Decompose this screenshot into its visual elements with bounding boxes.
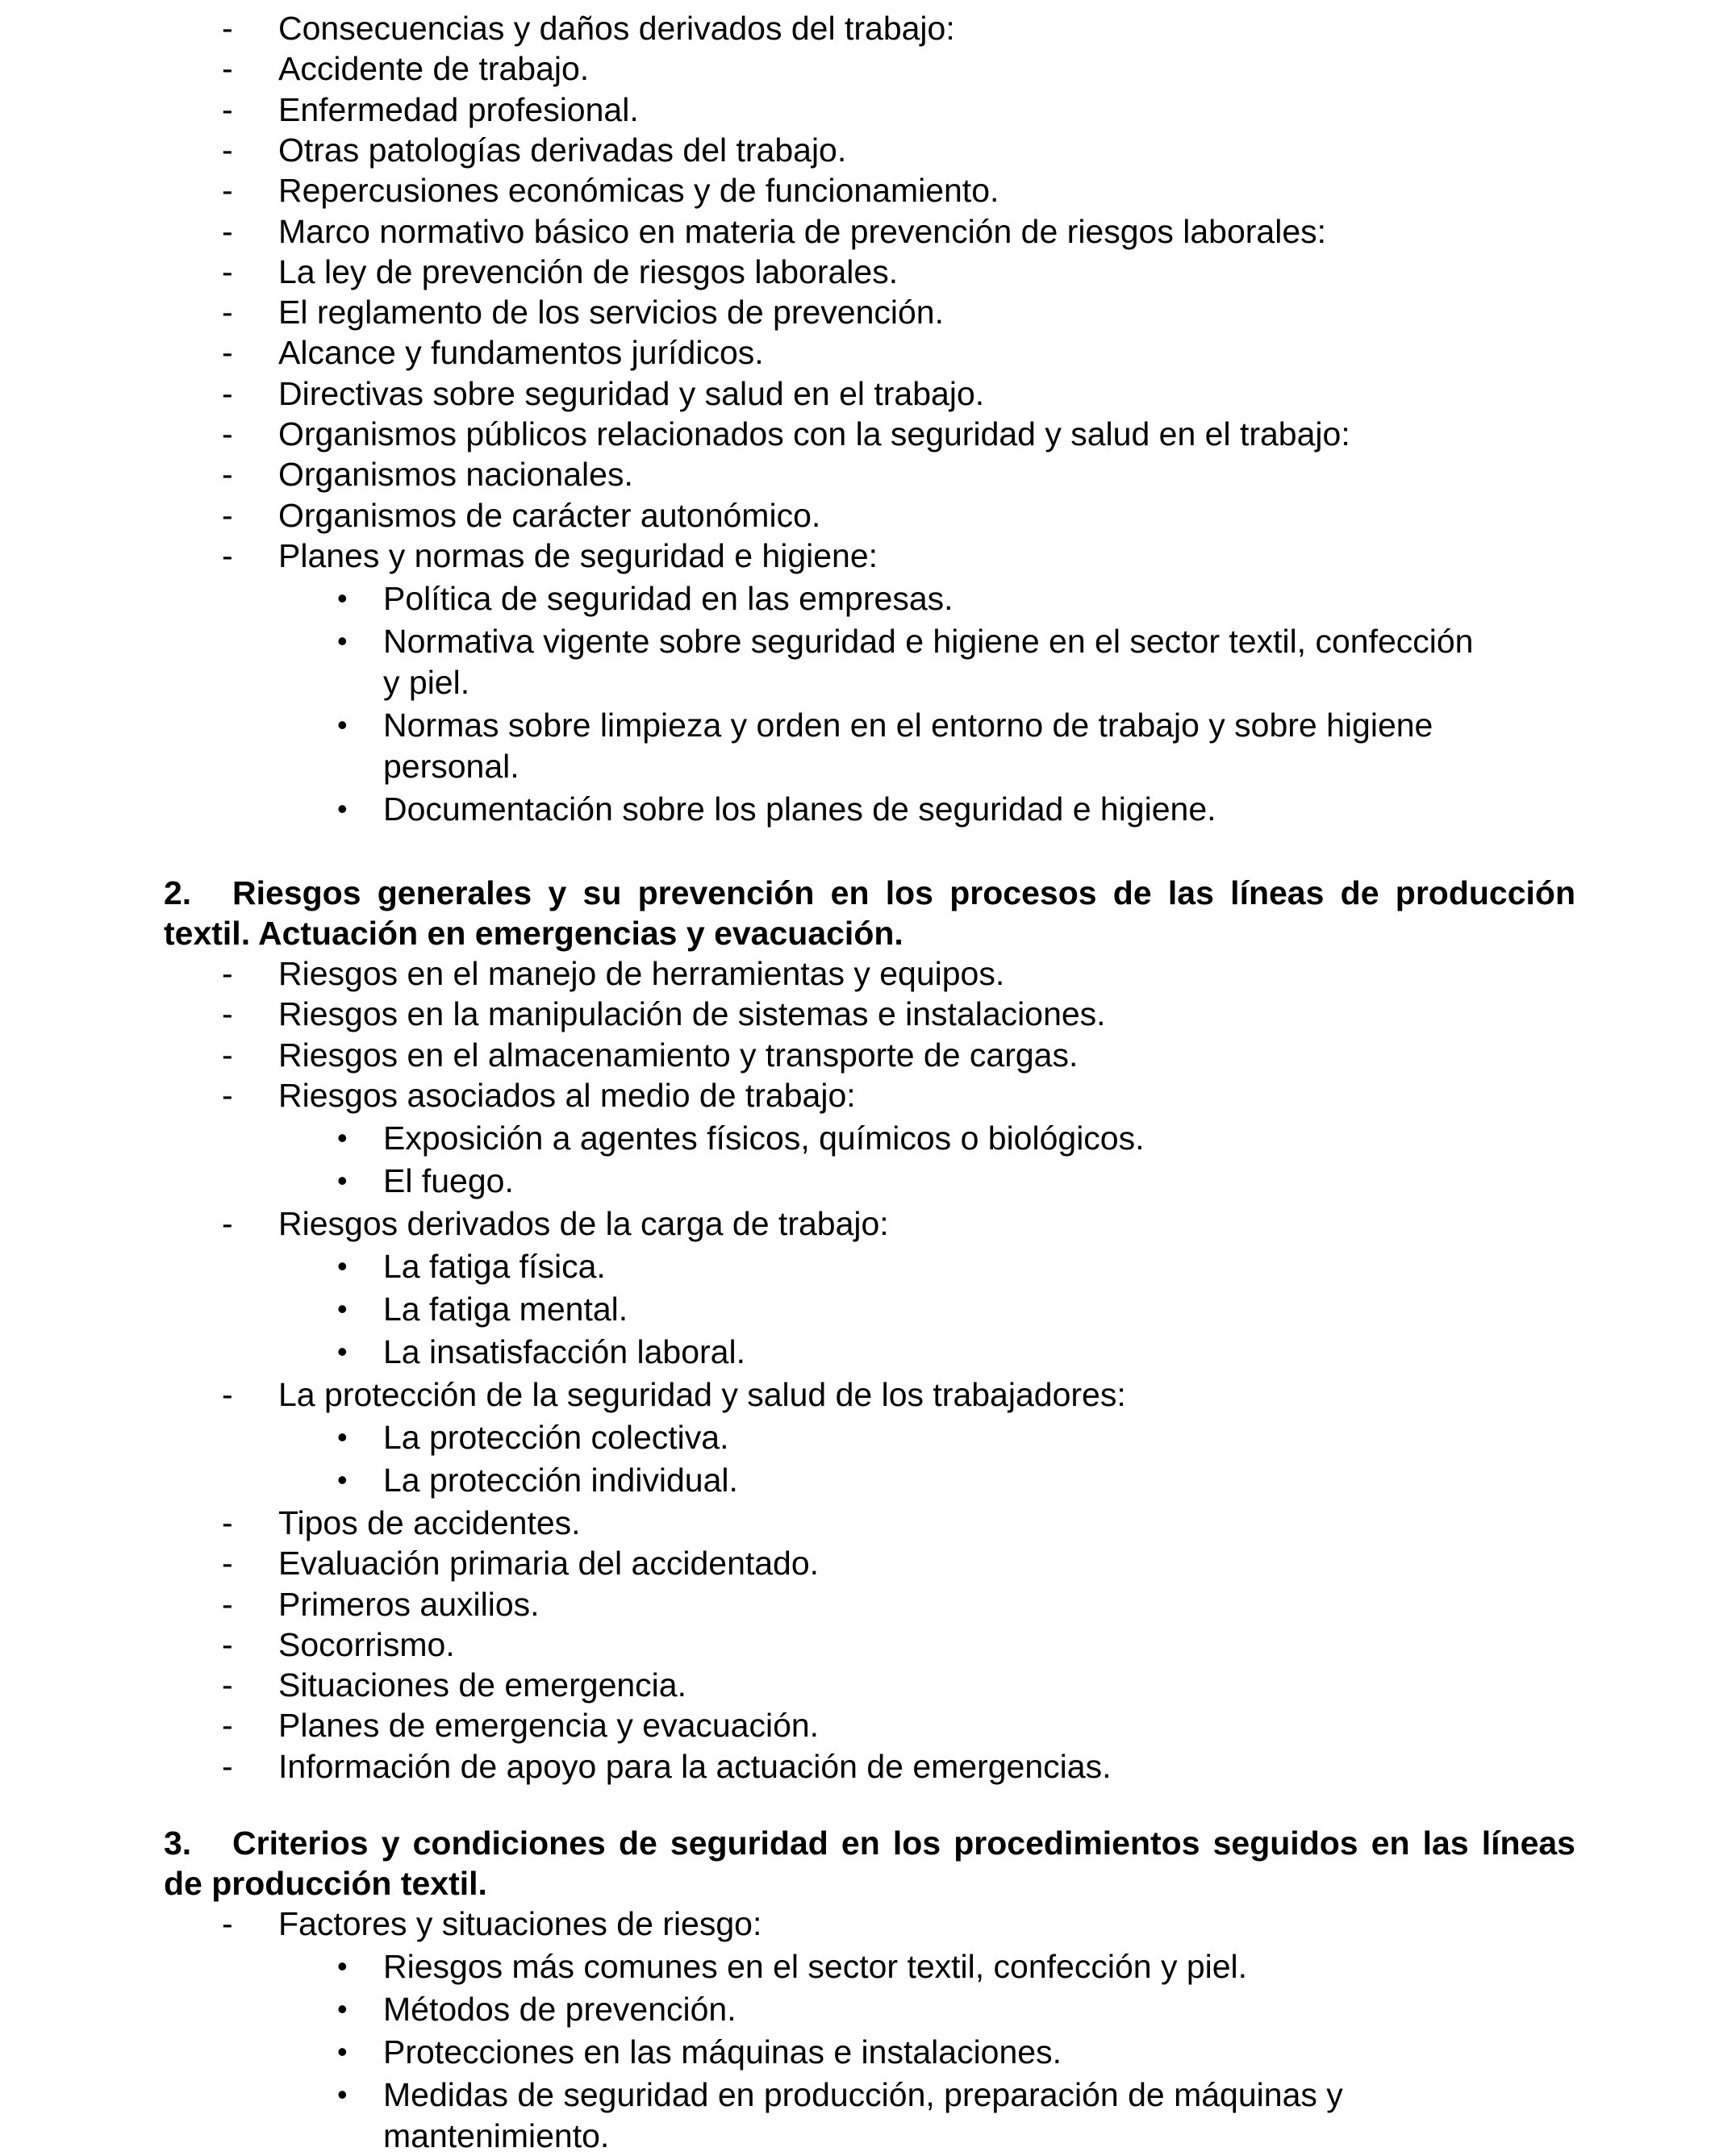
dash-marker: - <box>222 10 233 47</box>
list-item-text: Socorrismo. <box>278 1625 455 1663</box>
dash-marker: - <box>222 374 233 412</box>
list-item-text: Enfermedad profesional. <box>278 90 639 128</box>
list-item-text: Consecuencias y daños derivados del trabajo: <box>278 10 955 47</box>
dash-marker: - <box>222 1707 233 1745</box>
list-item-text: Organismos públicos relacionados con la seguridad y salud en el trabajo: <box>278 415 1350 452</box>
list-item-text: mantenimiento. <box>383 2117 610 2154</box>
dash-marker: - <box>222 1503 233 1541</box>
dash-marker: - <box>222 1076 233 1114</box>
list-item-text: Organismos de carácter autonómico. <box>278 496 821 534</box>
list-item-text: Normas sobre limpieza y orden en el entorno de trabajo y sobre higiene <box>383 706 1433 744</box>
dash-marker: - <box>222 90 233 128</box>
list-item-text: Información de apoyo para la actuación de emergencias. <box>278 1747 1112 1785</box>
list-item-text: personal. <box>383 747 520 785</box>
bullet-icon: • <box>337 707 348 741</box>
section-2-heading <box>164 873 1575 953</box>
list-item-text: La insatisfacción laboral. <box>383 1332 745 1370</box>
section-number: 3. <box>164 1824 192 1862</box>
dash-marker: - <box>222 1585 233 1623</box>
list-item-text: El fuego. <box>383 1161 514 1199</box>
list-item-text: Medidas de seguridad en producción, preparación de máquinas y <box>383 2076 1343 2113</box>
list-item-text: Documentación sobre los planes de seguridad e higiene. <box>383 790 1216 828</box>
list-item-text: Planes de emergencia y evacuación. <box>278 1707 820 1745</box>
bullet-icon: • <box>337 791 348 825</box>
list-item-text: Tipos de accidentes. <box>278 1503 581 1541</box>
list-item-text: La protección individual. <box>383 1461 738 1499</box>
list-item-text: Riesgos asociados al medio de trabajo: <box>278 1076 856 1114</box>
list-item-text: Política de seguridad en las empresas. <box>383 579 953 617</box>
bullet-icon: • <box>337 1291 348 1325</box>
list-item-text: Factores y situaciones de riesgo: <box>278 1905 762 1942</box>
list-item-text: Accidente de trabajo. <box>278 50 590 88</box>
bullet-icon: • <box>337 1950 348 1983</box>
list-item-text: Primeros auxilios. <box>278 1585 540 1623</box>
dash-marker: - <box>222 252 233 290</box>
bullet-icon: • <box>337 1120 348 1154</box>
bullet-icon: • <box>337 2035 348 2068</box>
list-item-text: Evaluación primaria del accidentado. <box>278 1545 820 1583</box>
list-item-text: La ley de prevención de riesgos laborales. <box>278 252 899 290</box>
dash-marker: - <box>222 50 233 88</box>
list-item-text: Riesgos en el almacenamiento y transporte de cargas. <box>278 1036 1079 1074</box>
dash-marker: - <box>222 131 233 169</box>
list-item-text: La fatiga mental. <box>383 1290 628 1328</box>
dash-marker: - <box>222 415 233 452</box>
bullet-icon: • <box>337 2078 348 2111</box>
dash-marker: - <box>222 1545 233 1583</box>
list-item-text: Situaciones de emergencia. <box>278 1666 686 1704</box>
bullet-icon: • <box>337 581 348 615</box>
dash-marker: - <box>222 536 233 574</box>
list-item-text: El reglamento de los servicios de prevención. <box>278 294 944 332</box>
bullet-icon: • <box>337 1163 348 1197</box>
bullet-icon: • <box>337 1249 348 1282</box>
section-title: Riesgos generales y su prevención en los procesos de las líneas de producción textil. Actuación en emergencias y evacuación. <box>164 874 1575 952</box>
list-item-text: Riesgos más comunes en el sector textil, confección y piel. <box>383 1948 1248 1985</box>
list-item-text: y piel. <box>383 663 470 701</box>
bullet-icon: • <box>337 1420 348 1453</box>
dash-marker: - <box>222 1036 233 1074</box>
section-title: Criterios y condiciones de seguridad en los procedimientos seguidos en las líneas de producción textil. <box>164 1824 1575 1902</box>
dash-marker: - <box>222 496 233 534</box>
dash-marker: - <box>222 294 233 332</box>
list-item-text: Riesgos en el manejo de herramientas y equipos. <box>278 955 1005 992</box>
section-3-heading <box>164 1823 1575 1904</box>
list-item-text: La protección colectiva. <box>383 1418 729 1456</box>
list-item-text: Riesgos en la manipulación de sistemas e instalaciones. <box>278 995 1106 1033</box>
list-item-text: La fatiga física. <box>383 1247 606 1285</box>
list-item-text: Métodos de prevención. <box>383 1991 736 2028</box>
dash-marker: - <box>222 1747 233 1785</box>
list-item-text: Planes y normas de seguridad e higiene: <box>278 536 878 574</box>
dash-marker: - <box>222 172 233 210</box>
list-item-text: Directivas sobre seguridad y salud en el trabajo. <box>278 374 985 412</box>
bullet-icon: • <box>337 1334 348 1368</box>
list-item-text: La protección de la seguridad y salud de los trabajadores: <box>278 1375 1126 1413</box>
dash-marker: - <box>222 1625 233 1663</box>
dash-marker: - <box>222 1375 233 1413</box>
list-item-text: Normativa vigente sobre seguridad e higiene en el sector textil, confección <box>383 622 1474 660</box>
dash-marker: - <box>222 1905 233 1942</box>
list-item-text: Repercusiones económicas y de funcionamiento. <box>278 172 999 210</box>
dash-marker: - <box>222 1204 233 1242</box>
list-item-text: Protecciones en las máquinas e instalaciones. <box>383 2033 1062 2071</box>
bullet-icon: • <box>337 1992 348 2025</box>
list-item-text: Riesgos derivados de la carga de trabajo: <box>278 1204 889 1242</box>
dash-marker: - <box>222 212 233 250</box>
section-number: 2. <box>164 874 192 911</box>
dash-marker: - <box>222 1666 233 1704</box>
dash-marker: - <box>222 955 233 992</box>
list-item-text: Otras patologías derivadas del trabajo. <box>278 131 847 169</box>
dash-marker: - <box>222 456 233 494</box>
list-item-text: Organismos nacionales. <box>278 456 633 494</box>
dash-marker: - <box>222 334 233 372</box>
list-item-text: Marco normativo básico en materia de prevención de riesgos laborales: <box>278 212 1327 250</box>
list-item-text: Exposición a agentes físicos, químicos o biológicos. <box>383 1119 1145 1157</box>
bullet-icon: • <box>337 623 348 657</box>
dash-marker: - <box>222 995 233 1033</box>
list-item-text: Alcance y fundamentos jurídicos. <box>278 334 764 372</box>
bullet-icon: • <box>337 1462 348 1496</box>
